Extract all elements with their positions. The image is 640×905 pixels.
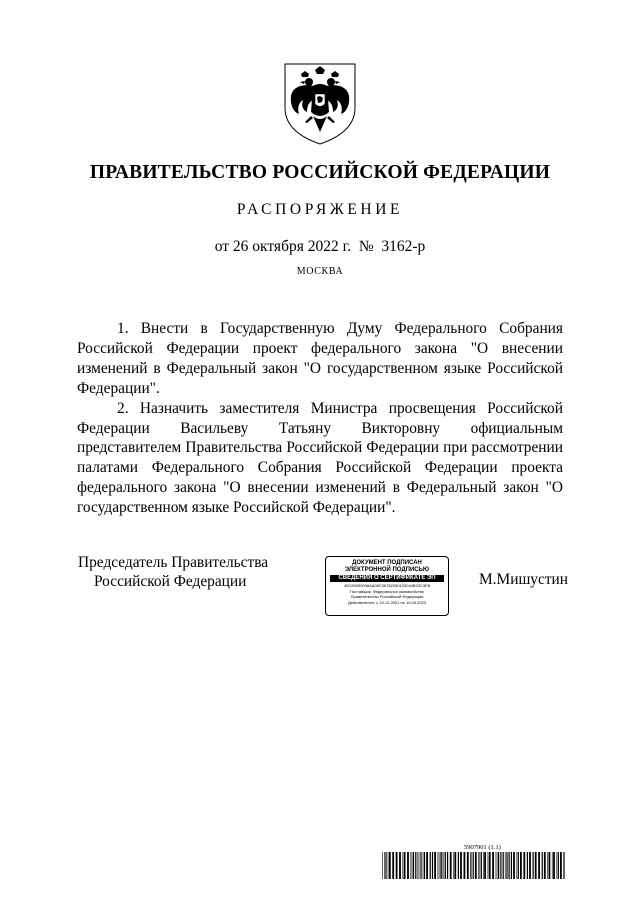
barcode-bar	[444, 852, 445, 879]
barcode-bar	[533, 852, 534, 879]
barcode-bar	[384, 852, 385, 879]
stamp-issuer-line-2: Правительство Российской Федерации	[350, 594, 424, 599]
barcode-bar	[518, 852, 519, 879]
stamp-validity: Действителен: с 10.12.2021 по 10.03.2023	[348, 599, 426, 605]
signatory-name: М.Мишустин	[479, 571, 569, 588]
barcode-bar	[509, 852, 510, 879]
barcode-bar	[473, 852, 474, 879]
barcode-bar	[500, 852, 501, 879]
barcode-bar	[527, 852, 528, 879]
barcode-bar	[513, 852, 515, 879]
barcode-bar	[549, 852, 551, 879]
barcode-bar	[413, 852, 414, 879]
barcode-bar	[438, 852, 439, 879]
barcode-bar	[453, 852, 454, 879]
organization-title: ПРАВИТЕЛЬСТВО РОССИЙСКОЙ ФЕДЕРАЦИИ	[89, 162, 551, 183]
barcode-bar	[411, 852, 412, 879]
barcode-bar	[389, 852, 391, 879]
barcode-bar	[497, 852, 498, 879]
barcode-bar	[426, 852, 428, 879]
barcode-bar	[430, 852, 431, 879]
barcode-bar	[396, 852, 398, 879]
barcode-bar	[415, 852, 416, 879]
barcode-bar	[404, 852, 406, 879]
barcode-bar	[388, 852, 389, 879]
barcode-bar	[470, 852, 471, 879]
russian-coat-of-arms-icon	[281, 60, 359, 146]
barcode-bar	[420, 852, 421, 879]
position-line-2: Российской Федерации	[94, 573, 247, 590]
barcode-bar	[412, 852, 413, 879]
barcode-bar	[505, 852, 506, 879]
barcode-bar	[432, 852, 433, 879]
barcode-bar	[557, 852, 558, 879]
barcode-bar	[407, 852, 409, 879]
barcode-bar	[529, 852, 531, 879]
barcode-bar	[483, 852, 484, 879]
barcode-bar	[503, 852, 504, 879]
barcode-bar	[498, 852, 499, 879]
electronic-signature-stamp	[325, 556, 449, 616]
barcode-bar	[478, 852, 479, 879]
barcode-bar	[382, 852, 383, 879]
barcode-bar	[424, 852, 425, 879]
barcode-bar	[489, 852, 491, 879]
barcode-bar	[445, 852, 446, 879]
barcode-bar	[458, 852, 459, 879]
barcode-bar	[434, 852, 436, 879]
barcode-bar	[563, 852, 564, 879]
barcode-bar	[440, 852, 441, 879]
barcode-bar	[558, 852, 559, 879]
barcode-bar	[553, 852, 555, 879]
barcode-bar	[552, 852, 553, 879]
barcode-bar	[441, 852, 442, 879]
barcode-bar	[419, 852, 420, 879]
barcode-bar	[538, 852, 540, 879]
barcode-bar	[418, 852, 419, 879]
signatory-position	[78, 553, 268, 591]
position-line-1: Председатель Правительства	[78, 554, 269, 571]
barcode-bar	[560, 852, 562, 879]
barcode-bar	[523, 852, 525, 879]
barcode-bar	[454, 852, 456, 879]
barcode-bar	[475, 852, 477, 879]
stamp-line-1: ДОКУМЕНТ ПОДПИСАН	[352, 560, 422, 566]
document-type: РАСПОРЯЖЕНИЕ	[236, 201, 404, 218]
barcode-bar	[542, 852, 543, 879]
paragraph-1: 1. Внести в Государственную Думу Федерального Собрания Российской Федерации проект федерального закона "О внесении изменений в Федеральный закон "О государственном языке Российской Федерации".	[77, 320, 563, 397]
barcode-bar	[517, 852, 518, 879]
barcode-bar	[464, 852, 466, 879]
barcode-bar	[423, 852, 424, 879]
stamp-line-2: ЭЛЕКТРОННОЙ ПОДПИСЬЮ	[344, 567, 430, 573]
barcode-bar	[403, 852, 404, 879]
barcode-bar	[484, 852, 486, 879]
barcode-bar	[506, 852, 507, 879]
paragraph-2: 2. Назначить заместителя Министра просвещения Российской Федерации Васильеву Татьяну Викторовну официальным представителем Правительства Российской Федерации при рассмотрении палатами Федерального Собрания Российской Федерации проекта федерального закона "О внесении изменений в Федеральный закон "О государственном языке Российской Федерации".	[77, 399, 563, 517]
barcode-bar	[507, 852, 508, 879]
barcode-bar	[450, 852, 452, 879]
barcode-bar	[385, 852, 386, 879]
barcode-bar	[496, 852, 497, 879]
document-body	[77, 319, 563, 518]
city: МОСКВА	[296, 266, 344, 277]
date-and-number: от 26 октября 2022 г. № 3162-р	[214, 238, 426, 255]
barcode-bar	[392, 852, 394, 879]
stamp-certificate-header: СВЕДЕНИЯ О СЕРТИФИКАТЕ ЭП	[330, 575, 444, 582]
barcode-bar	[399, 852, 401, 879]
barcode-number: 5907901 (1.1)	[464, 844, 501, 851]
barcode-bar	[547, 852, 548, 879]
barcode-bar	[481, 852, 482, 879]
barcode-bar	[544, 852, 546, 879]
stamp-issuer-line-1: Поставщик: Федеральное казначейство	[350, 588, 424, 594]
barcode-bar	[520, 852, 522, 879]
barcode-bar	[488, 852, 489, 879]
barcode	[382, 852, 566, 879]
barcode-bar	[439, 852, 440, 879]
stamp-serial: 40C89050058AA08C06782280103044B03C3E8	[343, 583, 431, 588]
barcode-bar	[511, 852, 512, 879]
barcode-bar	[535, 852, 537, 879]
barcode-bar	[492, 852, 494, 879]
barcode-bar	[447, 852, 448, 879]
barcode-bar	[467, 852, 469, 879]
barcode-bar	[460, 852, 462, 879]
barcode-bar	[480, 852, 481, 879]
